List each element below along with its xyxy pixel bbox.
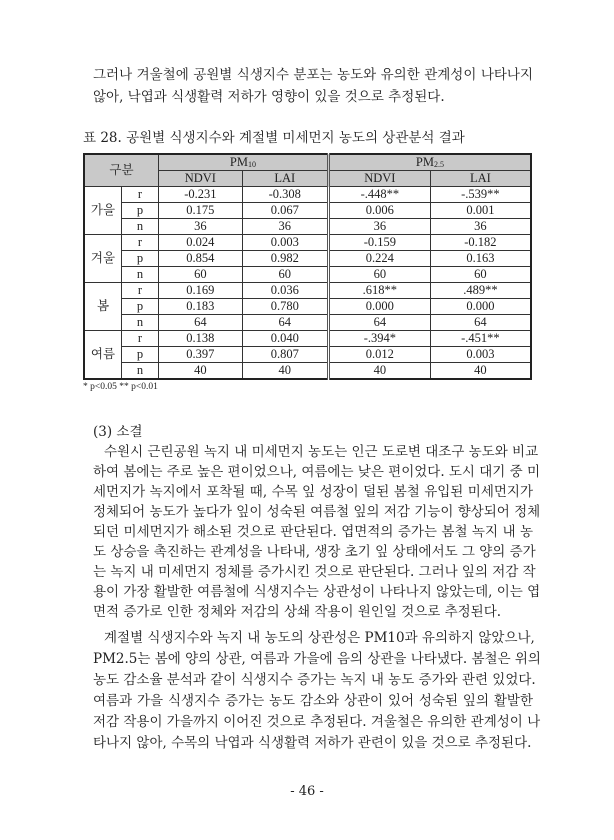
- stat-label: n: [122, 219, 159, 235]
- text-line: 그러나 겨울철에 공원별 식생지수 분포는 농도와 유의한 관계성이 나타나지: [93, 67, 533, 83]
- table-cell: 40: [430, 363, 531, 380]
- body-paragraph-2: [0, 628, 614, 754]
- table-cell: 0.982: [242, 251, 328, 267]
- table-cell: 0.003: [242, 235, 328, 251]
- table-cell: 0.067: [242, 203, 328, 219]
- table-cell: -.394*: [328, 331, 430, 347]
- table-cell: 0.000: [328, 299, 430, 315]
- stat-label: p: [122, 203, 159, 219]
- table-cell: -0.182: [430, 235, 531, 251]
- table-row: [84, 187, 531, 203]
- page-number: - 46 -: [290, 784, 324, 799]
- table-cell: 40: [242, 363, 328, 380]
- table-cell: 40: [328, 363, 430, 380]
- table-cell: 0.138: [159, 331, 243, 347]
- table-cell: 0.036: [242, 283, 328, 299]
- table-cell: 36: [328, 219, 430, 235]
- table-cell: 60: [159, 267, 243, 283]
- col-header: NDVI: [328, 171, 430, 187]
- text-line: 여름과 가을 식생지수 증가는 농도 감소와 상관이 있어 성숙된 잎의 활발한: [93, 693, 533, 709]
- table-cell: 0.000: [430, 299, 531, 315]
- stat-label: r: [122, 187, 159, 203]
- text-line: 하여 봄에는 주로 높은 편이었으나, 여름에는 낮은 편이었다. 도시 대기 중 미: [93, 464, 541, 480]
- text-line: 용이 가장 활발한 여름철에 식생지수는 상관성이 나타나지 않았는데, 이는 엽: [93, 584, 541, 600]
- table-cell: 0.169: [159, 283, 243, 299]
- table-row: [84, 283, 531, 299]
- pm10-base: PM: [229, 155, 248, 169]
- table-cell: .618**: [328, 283, 430, 299]
- table-cell: 64: [159, 315, 243, 331]
- table-row: [84, 299, 531, 315]
- stat-label: n: [122, 315, 159, 331]
- correlation-table: [83, 153, 532, 380]
- col-header: NDVI: [159, 171, 243, 187]
- stat-label: p: [122, 251, 159, 267]
- table-row: [84, 331, 531, 347]
- stat-label: n: [122, 363, 159, 380]
- stat-label: r: [122, 331, 159, 347]
- table-footnote: * p<0.05 ** p<0.01: [83, 382, 158, 392]
- table-cell: 0.012: [328, 347, 430, 363]
- text-line: 계절별 식생지수와 녹지 내 농도의 상관성은 PM10과 유의하지 않았으나,: [104, 630, 535, 646]
- table-cell: -0.159: [328, 235, 430, 251]
- table-cell: 0.854: [159, 251, 243, 267]
- body-paragraph-1: [0, 442, 614, 622]
- pm10-sub: 10: [247, 160, 256, 169]
- table-row: [84, 267, 531, 283]
- table-cell: 0.024: [159, 235, 243, 251]
- table-cell: -.451**: [430, 331, 531, 347]
- table-cell: 64: [328, 315, 430, 331]
- text-line: 않아, 낙엽과 식생활력 저하가 영향이 있을 것으로 추정된다.: [93, 89, 445, 105]
- table-cell: 0.163: [430, 251, 531, 267]
- table-wrapper: [83, 153, 532, 380]
- table-caption: 표 28. 공원별 식생지수와 계절별 미세먼지 농도의 상관분석 결과: [83, 130, 465, 146]
- section-title: (3) 소결: [93, 424, 143, 440]
- stat-label: p: [122, 299, 159, 315]
- corner-header: 구분: [84, 154, 159, 187]
- table-cell: 0.006: [328, 203, 430, 219]
- pm25-header: [328, 154, 531, 171]
- text-line: 저감 작용이 가을까지 이어진 것으로 추정된다. 겨울철은 유의한 관계성이 나: [93, 714, 541, 730]
- text-line: 도 상승을 촉진하는 관계성을 나타내, 생장 초기 잎 상태에서도 그 양의 증가: [93, 544, 536, 560]
- table-row: [84, 203, 531, 219]
- stat-label: p: [122, 347, 159, 363]
- stat-label: r: [122, 235, 159, 251]
- season-label: 겨울: [84, 235, 122, 283]
- col-header: LAI: [430, 171, 531, 187]
- table-row: [84, 219, 531, 235]
- table-cell: -0.308: [242, 187, 328, 203]
- table-cell: .489**: [430, 283, 531, 299]
- season-label: 가을: [84, 187, 122, 235]
- table-row: [84, 235, 531, 251]
- table-cell: 0.397: [159, 347, 243, 363]
- table-row: [84, 251, 531, 267]
- table-cell: 64: [242, 315, 328, 331]
- col-header: LAI: [242, 171, 328, 187]
- text-line: 정체되어 농도가 높다가 잎이 성숙된 여름철 잎의 저감 기능이 향상되어 정체: [93, 504, 541, 520]
- text-line: PM2.5는 봄에 양의 상관, 여름과 가을에 음의 상관을 나타냈다. 봄철은 위의: [93, 651, 541, 667]
- text-line: 수원시 근린공원 녹지 내 미세먼지 농도는 인근 도로변 대조구 농도와 비교: [104, 444, 539, 460]
- table-row: [84, 363, 531, 380]
- table-cell: 36: [430, 219, 531, 235]
- text-line: 면적 증가로 인한 정체와 저감의 상쇄 작용이 원인일 것으로 추정된다.: [93, 604, 502, 620]
- pm25-sub: 2.5: [433, 160, 444, 169]
- table-cell: 36: [242, 219, 328, 235]
- text-line: 농도 감소율 분석과 같이 식생지수 증가는 녹지 내 농도 증가와 관련 있었다.: [93, 672, 536, 688]
- stat-label: n: [122, 267, 159, 283]
- table-cell: 40: [159, 363, 243, 380]
- text-line: 되던 미세먼지가 해소된 것으로 판단된다. 엽면적의 증가는 봄철 녹지 내 농: [93, 524, 533, 540]
- intro-paragraph: [0, 64, 614, 108]
- season-label: 여름: [84, 331, 122, 380]
- table-cell: 0.001: [430, 203, 531, 219]
- table-cell: 0.003: [430, 347, 531, 363]
- table-cell: -.539**: [430, 187, 531, 203]
- stat-label: r: [122, 283, 159, 299]
- table-row: [84, 347, 531, 363]
- text-line: 는 녹지 내 미세먼지 정체를 증가시킨 것으로 판단된다. 그러나 잎의 저감 작: [93, 564, 536, 580]
- table-cell: 36: [159, 219, 243, 235]
- table-cell: 0.780: [242, 299, 328, 315]
- season-label: 봄: [84, 283, 122, 331]
- table-cell: -0.231: [159, 187, 243, 203]
- table-cell: 60: [430, 267, 531, 283]
- table-cell: 60: [242, 267, 328, 283]
- pm25-base: PM: [415, 155, 434, 169]
- text-line: 세먼지가 녹지에서 포착될 때, 수목 잎 성장이 덜된 봄철 유입된 미세먼지가: [93, 484, 533, 500]
- table-cell: 60: [328, 267, 430, 283]
- table-cell: 64: [430, 315, 531, 331]
- table-cell: 0.040: [242, 331, 328, 347]
- table-row: [84, 315, 531, 331]
- table-cell: -.448**: [328, 187, 430, 203]
- pm10-header: [159, 154, 329, 171]
- table-cell: 0.807: [242, 347, 328, 363]
- text-line: 타나지 않아, 수목의 낙엽과 식생활력 저하가 관련이 있을 것으로 추정된다.: [93, 735, 532, 751]
- table-cell: 0.224: [328, 251, 430, 267]
- table-cell: 0.175: [159, 203, 243, 219]
- table-cell: 0.183: [159, 299, 243, 315]
